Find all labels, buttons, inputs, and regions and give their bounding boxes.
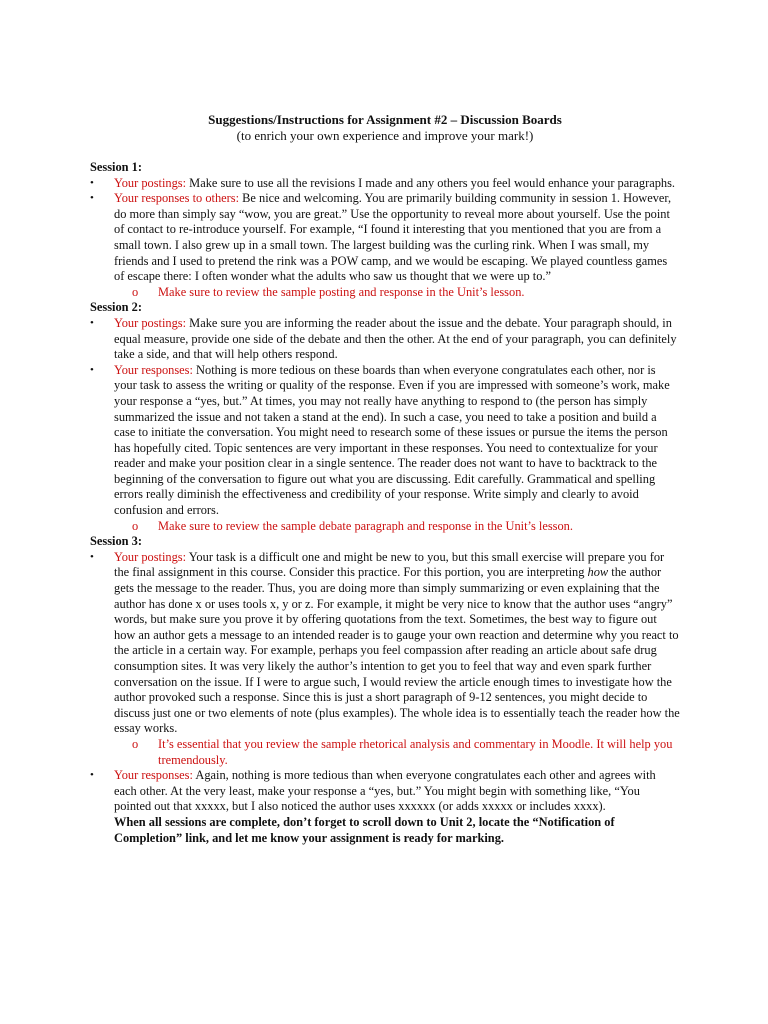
list-item bbox=[90, 316, 680, 363]
sub-list-item bbox=[114, 285, 680, 301]
bullet-icon: • bbox=[90, 192, 94, 205]
bullet-icon: • bbox=[90, 363, 94, 376]
sub-item-text: It’s essential that you review the sample rhetorical analysis and commentary in Moodle. It will help you tremendously. bbox=[158, 736, 673, 767]
item-label: Your postings: bbox=[114, 549, 187, 564]
list-item bbox=[90, 363, 680, 535]
list-item bbox=[90, 550, 680, 768]
session-2-list bbox=[90, 316, 680, 534]
circle-bullet-icon: o bbox=[132, 284, 139, 299]
item-text-post: the author gets the message to the reader. Thus, you are doing more than simply summarizing or even explaining that the author has done x or uses tools x, y or z. For example, it might be very nice to know that the author uses “angry” words, but make sure you prove it by offering quotations from the text. Sometimes, the best way to figure out how an author gets a message to an intended reader is to gauge your own reaction and determine why you react to the article in a certain way. For example, perhaps you feel compassion after reading an article about safe drug consumption sites. It was very likely the author’s intention to get you to feel that way and even spark further conversation on the issue. If I were to argue such, I would review the article enough times to investigate how the author provoked such a response. Since this is just a short paragraph of 9-12 sentences, you might decide to discuss just one or two elements of note (plus examples). The whole idea is to essentially teach the reader how the essay works. bbox=[114, 565, 680, 736]
list-item bbox=[90, 176, 680, 192]
session-3-heading: Session 3: bbox=[90, 534, 142, 549]
sub-item-text: Make sure to review the sample posting and response in the Unit’s lesson. bbox=[158, 284, 525, 299]
sub-list-item bbox=[114, 519, 680, 535]
session-2-heading: Session 2: bbox=[90, 300, 142, 315]
item-label: Your responses: bbox=[114, 768, 193, 783]
item-label: Your postings: bbox=[114, 175, 187, 190]
item-label: Your responses to others: bbox=[114, 191, 240, 206]
item-text: Make sure you are informing the reader about the issue and the debate. Your paragraph should, in equal measure, provide one side of the debate and then the other. At the end of your paragraph, you can definitely take a side, and that will help others respond. bbox=[114, 315, 677, 362]
document-page bbox=[90, 112, 680, 846]
sub-list bbox=[114, 737, 680, 768]
closing-instruction: When all sessions are complete, don’t forget to scroll down to Unit 2, locate the “Notification of Completion” link, and let me know your assignment is ready for marking. bbox=[114, 814, 615, 845]
item-label: Your postings: bbox=[114, 315, 187, 330]
sub-list-item bbox=[114, 737, 680, 768]
item-text-emphasis: how bbox=[587, 565, 609, 580]
circle-bullet-icon: o bbox=[132, 736, 139, 751]
item-text-pre: Your task is a difficult one and might be new to you, but this small exercise will prepare you for the final assignment in this course. Consider this practice. For this portion, you are interpreting bbox=[114, 549, 665, 580]
item-text: Make sure to use all the revisions I made and any others you feel would enhance your paragraphs. bbox=[186, 175, 676, 190]
item-text: Be nice and welcoming. You are primarily building community in session 1. However, do more than simply say “wow, you are great.” Use the opportunity to reveal more about yourself. Use the point of contact to re-introduce yourself. For example, “I found it interesting that you mentioned that you are from a small town. I also grew up in a small town. The largest building was the curling rink. When I was small, my friends and I used to pretend the rink was a POW camp, and we would be escaping. We played countless games of escape there: I often wonder what the adults who saw us thought that we were up to.” bbox=[114, 191, 672, 284]
circle-bullet-icon: o bbox=[132, 518, 139, 533]
item-text: Again, nothing is more tedious than when everyone congratulates each other and agrees with each other. At the very least, make your response a “yes, but.” You might begin with something like, “You pointed out that xxxxx, but I also noticed the author uses xxxxxx (or adds xxxxx or includes xxxx). bbox=[114, 768, 656, 814]
document-title: Suggestions/Instructions for Assignment #2 – Discussion Boards bbox=[208, 112, 562, 127]
sub-list bbox=[114, 519, 680, 535]
session-1-heading: Session 1: bbox=[90, 160, 142, 174]
session-3-list bbox=[90, 550, 680, 846]
sub-list bbox=[114, 285, 680, 301]
item-label: Your responses: bbox=[114, 362, 193, 377]
list-item bbox=[90, 191, 680, 300]
bullet-icon: • bbox=[90, 769, 94, 782]
session-1-list bbox=[90, 176, 680, 301]
item-text: Nothing is more tedious on these boards than when everyone congratulates each other, nor is your task to assess the writing or quality of the response. Even if you are impressed with someone’s work, make your response a “yes, but.” At times, you may not really have anything to respond to (the person has simply summarized the issue and not taken a stand at the end). In such a case, you need to take a position and build a case to initiate the conversation. You might need to research some of these issues or pursue the items the person has hopefully cited. Topic sentences are very important in these responses. You need to contextualize for your reader and make your position clear in a single sentence. The reader does not want to have to backtrack to the beginning of the conversation to figure out what you are discussing. Edit carefully. Grammatical and spelling errors really diminish the effectiveness and credibility of your response. Write simply and clearly to avoid confusion and errors. bbox=[114, 362, 670, 518]
list-item bbox=[90, 768, 680, 846]
bullet-icon: • bbox=[90, 176, 94, 189]
bullet-icon: • bbox=[90, 550, 94, 563]
document-subtitle: (to enrich your own experience and improve your mark!) bbox=[236, 128, 534, 143]
sub-item-text: Make sure to review the sample debate paragraph and response in the Unit’s lesson. bbox=[158, 518, 573, 533]
bullet-icon: • bbox=[90, 316, 94, 329]
